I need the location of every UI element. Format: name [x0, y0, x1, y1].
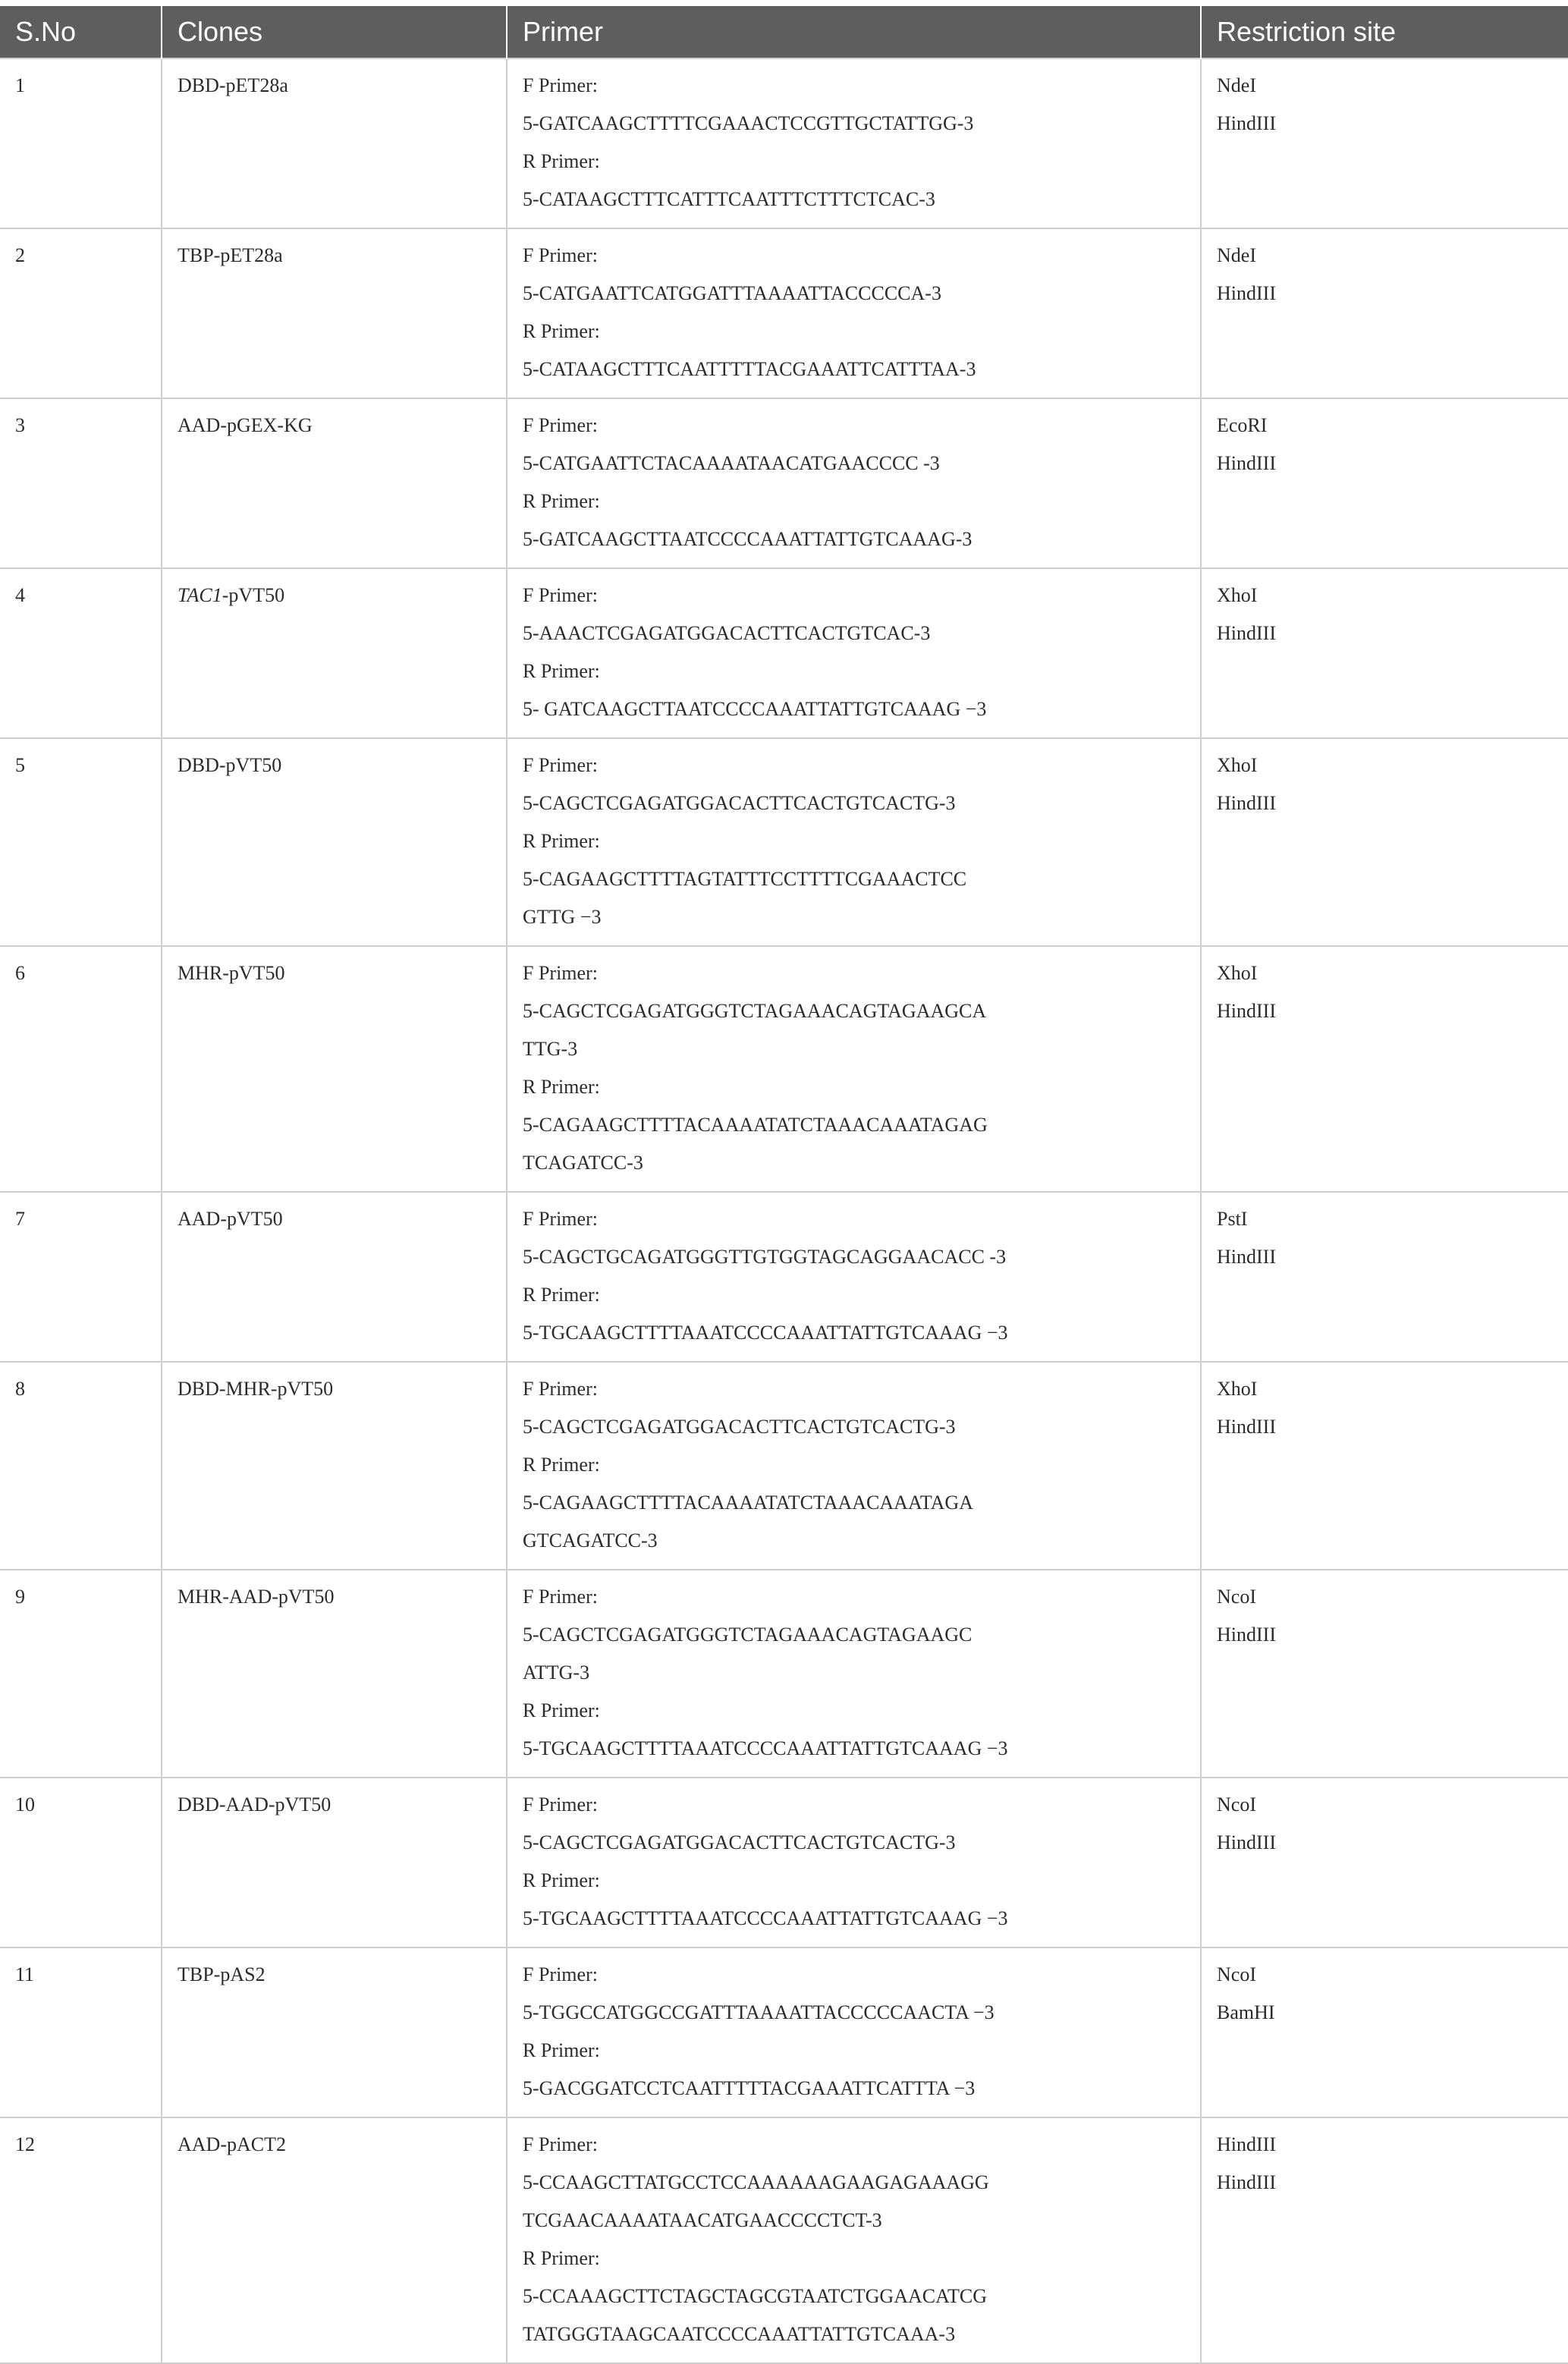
- restriction-site-name: HindIII: [1217, 622, 1276, 644]
- reverse-primer-label: R Primer:: [523, 2247, 600, 2269]
- table-row: [0, 946, 1568, 1192]
- reverse-primer-sequence: 5-TGCAAGCTTTTAAATCCCCAAATTATTGTCAAAG −3: [523, 1322, 1008, 1344]
- forward-primer-label: F Primer:: [523, 754, 598, 776]
- cell-clone: [162, 1570, 507, 1778]
- table-header: [0, 6, 1568, 58]
- cell-restriction-site: [1201, 946, 1568, 1192]
- cell-sno: [0, 946, 162, 1192]
- forward-primer-label: F Primer:: [523, 1208, 598, 1230]
- forward-primer-sequence: 5-CATGAATTCTACAAAATAACATGAACCCC -3: [523, 452, 940, 474]
- reverse-primer-label: R Primer:: [523, 1076, 600, 1098]
- reverse-primer-sequence: 5-CATAAGCTTTCATTTCAATTTCTTTCTCAC-3: [523, 188, 935, 210]
- clone-name: [178, 237, 491, 275]
- forward-primer-sequence: 5-CAGCTGCAGATGGGTTGTGGTAGCAGGAACACC -3: [523, 1246, 1007, 1268]
- reverse-primer-sequence: 5-CAGAAGCTTTTACAAAATATCTAAACAAATAGAG: [523, 1114, 988, 1136]
- forward-primer-sequence: TTG-3: [523, 1038, 578, 1060]
- forward-primer-label: F Primer:: [523, 1793, 598, 1815]
- forward-primer-sequence: 5-CAGCTCGAGATGGACACTTCACTGTCACTG-3: [523, 792, 956, 814]
- restriction-site-name: HindIII: [1217, 282, 1276, 304]
- header-sno: S.No: [0, 6, 162, 58]
- reverse-primer-sequence: 5-CAGAAGCTTTTAGTATTTCCTTTTCGAAACTCC: [523, 868, 967, 890]
- sno-text: 11: [15, 1963, 35, 1985]
- clone-vector: -pVT50: [222, 584, 285, 606]
- forward-primer-sequence: TCGAACAAAATAACATGAACCCCTCT-3: [523, 2209, 882, 2231]
- header-restriction-site: Restriction site: [1201, 6, 1568, 58]
- cell-sno: [0, 2117, 162, 2363]
- clone-vector: AAD-pGEX-KG: [178, 414, 313, 436]
- sno-text: 12: [15, 2133, 35, 2155]
- table-row: [0, 398, 1568, 568]
- cell-clone: [162, 1947, 507, 2117]
- forward-primer-label: F Primer:: [523, 414, 598, 436]
- sno-text: 3: [15, 414, 25, 436]
- cell-restriction-site: [1201, 1192, 1568, 1362]
- cell-sno: [0, 738, 162, 946]
- header-row: [0, 6, 1568, 58]
- header-clones: Clones: [162, 6, 507, 58]
- reverse-primer-sequence: GTTG −3: [523, 906, 602, 928]
- cell-primer: [507, 568, 1201, 738]
- table-row: [0, 568, 1568, 738]
- clone-name: [178, 1200, 491, 1238]
- cell-primer: [507, 58, 1201, 228]
- cell-restriction-site: [1201, 228, 1568, 398]
- sno-text: 8: [15, 1378, 25, 1400]
- clone-name: [178, 2126, 491, 2164]
- reverse-primer-sequence: GTCAGATCC-3: [523, 1529, 658, 1551]
- cell-sno: [0, 1362, 162, 1570]
- restriction-site-name: EcoRI: [1217, 414, 1268, 436]
- table-row: [0, 58, 1568, 228]
- clone-name: [178, 747, 491, 784]
- forward-primer-label: F Primer:: [523, 1378, 598, 1400]
- reverse-primer-sequence: 5-CATAAGCTTTCAATTTTTACGAAATTCATTTAA-3: [523, 358, 976, 380]
- forward-primer-sequence: 5-CAGCTCGAGATGGGTCTAGAAACAGTAGAAGC: [523, 1624, 973, 1646]
- restriction-site-name: PstI: [1217, 1208, 1248, 1230]
- cell-restriction-site: [1201, 738, 1568, 946]
- restriction-site-name: XhoI: [1217, 584, 1258, 606]
- forward-primer-label: F Primer:: [523, 2133, 598, 2155]
- reverse-primer-label: R Primer:: [523, 1699, 600, 1721]
- restriction-site-name: XhoI: [1217, 754, 1258, 776]
- restriction-site-name: XhoI: [1217, 962, 1258, 984]
- reverse-primer-sequence: TATGGGTAAGCAATCCCCAAATTATTGTCAAA-3: [523, 2323, 956, 2345]
- table-row: [0, 1362, 1568, 1570]
- cell-sno: [0, 228, 162, 398]
- forward-primer-label: F Primer:: [523, 244, 598, 266]
- cell-clone: [162, 1778, 507, 1947]
- cell-restriction-site: [1201, 1947, 1568, 2117]
- cell-primer: [507, 738, 1201, 946]
- table-row: [0, 1570, 1568, 1778]
- restriction-site-name: HindIII: [1217, 452, 1276, 474]
- reverse-primer-label: R Primer:: [523, 320, 600, 342]
- restriction-site-name: HindIII: [1217, 1000, 1276, 1022]
- sno-text: 1: [15, 74, 25, 96]
- forward-primer-sequence: 5-GATCAAGCTTTTCGAAACTCCGTTGCTATTGG-3: [523, 112, 974, 134]
- table-row: [0, 1192, 1568, 1362]
- clone-vector: AAD-pACT2: [178, 2133, 286, 2155]
- cell-primer: [507, 2117, 1201, 2363]
- header-primer: Primer: [507, 6, 1201, 58]
- clone-vector: MHR-AAD-pVT50: [178, 1586, 335, 1608]
- restriction-site-name: NdeI: [1217, 74, 1256, 96]
- clone-vector: AAD-pVT50: [178, 1208, 283, 1230]
- cell-sno: [0, 1778, 162, 1947]
- reverse-primer-label: R Primer:: [523, 490, 600, 512]
- table-row: [0, 1947, 1568, 2117]
- cell-sno: [0, 568, 162, 738]
- cell-clone: [162, 946, 507, 1192]
- reverse-primer-label: R Primer:: [523, 150, 600, 172]
- cell-clone: [162, 2117, 507, 2363]
- clone-name: [178, 1578, 491, 1616]
- restriction-site-name: HindIII: [1217, 792, 1276, 814]
- clone-name: [178, 67, 491, 105]
- cell-clone: [162, 568, 507, 738]
- clone-vector: TBP-pET28a: [178, 244, 283, 266]
- reverse-primer-sequence: 5-TGCAAGCTTTTAAATCCCCAAATTATTGTCAAAG −3: [523, 1907, 1008, 1929]
- cell-sno: [0, 1192, 162, 1362]
- reverse-primer-label: R Primer:: [523, 2039, 600, 2061]
- cell-primer: [507, 946, 1201, 1192]
- forward-primer-sequence: 5-CATGAATTCATGGATTTAAAATTACCCCCA-3: [523, 282, 941, 304]
- table-row: [0, 228, 1568, 398]
- cell-sno: [0, 398, 162, 568]
- restriction-site-name: HindIII: [1217, 112, 1276, 134]
- forward-primer-label: F Primer:: [523, 74, 598, 96]
- reverse-primer-sequence: 5-GATCAAGCTTAATCCCCAAATTATTGTCAAAG-3: [523, 528, 973, 550]
- cell-restriction-site: [1201, 398, 1568, 568]
- sno-text: 10: [15, 1793, 35, 1815]
- sno-text: 7: [15, 1208, 25, 1230]
- sno-text: 2: [15, 244, 25, 266]
- forward-primer-sequence: 5-CCAAGCTTATGCCTCCAAAAAAGAAGAGAAAGG: [523, 2171, 989, 2193]
- cell-restriction-site: [1201, 568, 1568, 738]
- forward-primer-sequence: 5-CAGCTCGAGATGGACACTTCACTGTCACTG-3: [523, 1831, 956, 1853]
- cell-sno: [0, 58, 162, 228]
- forward-primer-label: F Primer:: [523, 584, 598, 606]
- reverse-primer-sequence: 5- GATCAAGCTTAATCCCCAAATTATTGTCAAAG −3: [523, 698, 987, 720]
- cell-primer: [507, 398, 1201, 568]
- cell-clone: [162, 1192, 507, 1362]
- restriction-site-name: NcoI: [1217, 1586, 1256, 1608]
- cell-clone: [162, 1362, 507, 1570]
- restriction-site-name: HindIII: [1217, 1416, 1276, 1438]
- cell-restriction-site: [1201, 1570, 1568, 1778]
- reverse-primer-sequence: 5-TGCAAGCTTTTAAATCCCCAAATTATTGTCAAAG −3: [523, 1737, 1008, 1759]
- table-row: [0, 1778, 1568, 1947]
- table-row: [0, 2117, 1568, 2363]
- cell-clone: [162, 228, 507, 398]
- sno-text: 9: [15, 1586, 25, 1608]
- restriction-site-name: NdeI: [1217, 244, 1256, 266]
- reverse-primer-sequence: TCAGATCC-3: [523, 1152, 643, 1174]
- cell-clone: [162, 738, 507, 946]
- forward-primer-sequence: 5-CAGCTCGAGATGGACACTTCACTGTCACTG-3: [523, 1416, 956, 1438]
- restriction-site-name: NcoI: [1217, 1963, 1256, 1985]
- clone-vector: DBD-MHR-pVT50: [178, 1378, 334, 1400]
- clone-vector: TBP-pAS2: [178, 1963, 266, 1985]
- cell-clone: [162, 58, 507, 228]
- restriction-site-name: BamHI: [1217, 2001, 1275, 2023]
- cell-sno: [0, 1947, 162, 2117]
- cell-sno: [0, 1570, 162, 1778]
- cell-restriction-site: [1201, 58, 1568, 228]
- forward-primer-sequence: ATTG-3: [523, 1661, 590, 1683]
- cell-primer: [507, 1362, 1201, 1570]
- restriction-site-name: XhoI: [1217, 1378, 1258, 1400]
- cell-primer: [507, 1947, 1201, 2117]
- clone-name: [178, 1370, 491, 1408]
- cell-primer: [507, 1570, 1201, 1778]
- restriction-site-name: HindIII: [1217, 1831, 1276, 1853]
- forward-primer-sequence: 5-AAACTCGAGATGGACACTTCACTGTCAC-3: [523, 622, 931, 644]
- cell-primer: [507, 1192, 1201, 1362]
- sno-text: 6: [15, 962, 25, 984]
- forward-primer-sequence: 5-TGGCCATGGCCGATTTAAAATTACCCCCAACTA −3: [523, 2001, 995, 2023]
- cell-restriction-site: [1201, 2117, 1568, 2363]
- cell-primer: [507, 1778, 1201, 1947]
- clone-vector: DBD-pET28a: [178, 74, 288, 96]
- sno-text: 4: [15, 584, 25, 606]
- reverse-primer-label: R Primer:: [523, 1284, 600, 1306]
- sno-text: 5: [15, 754, 25, 776]
- cell-restriction-site: [1201, 1778, 1568, 1947]
- cell-primer: [507, 228, 1201, 398]
- reverse-primer-sequence: 5-CAGAAGCTTTTACAAAATATCTAAACAAATAGA: [523, 1492, 973, 1514]
- forward-primer-sequence: 5-CAGCTCGAGATGGGTCTAGAAACAGTAGAAGCA: [523, 1000, 987, 1022]
- forward-primer-label: F Primer:: [523, 1963, 598, 1985]
- table-body: [0, 58, 1568, 2363]
- clone-name: [178, 1956, 491, 1994]
- cell-clone: [162, 398, 507, 568]
- reverse-primer-label: R Primer:: [523, 830, 600, 852]
- forward-primer-label: F Primer:: [523, 962, 598, 984]
- clone-vector: DBD-AAD-pVT50: [178, 1793, 332, 1815]
- clone-name: [178, 954, 491, 992]
- restriction-site-name: NcoI: [1217, 1793, 1256, 1815]
- clone-name: [178, 577, 491, 615]
- restriction-site-name: HindIII: [1217, 2171, 1276, 2193]
- primer-table: [0, 6, 1568, 2364]
- cell-restriction-site: [1201, 1362, 1568, 1570]
- restriction-site-name: HindIII: [1217, 2133, 1276, 2155]
- primer-table-container: [0, 6, 1568, 2364]
- clone-name: [178, 1786, 491, 1824]
- clone-name: [178, 407, 491, 445]
- restriction-site-name: HindIII: [1217, 1624, 1276, 1646]
- restriction-site-name: HindIII: [1217, 1246, 1276, 1268]
- table-row: [0, 738, 1568, 946]
- reverse-primer-label: R Primer:: [523, 1869, 600, 1891]
- reverse-primer-sequence: 5-GACGGATCCTCAATTTTTACGAAATTCATTTA −3: [523, 2077, 976, 2099]
- reverse-primer-label: R Primer:: [523, 1454, 600, 1476]
- clone-vector: MHR-pVT50: [178, 962, 285, 984]
- forward-primer-label: F Primer:: [523, 1586, 598, 1608]
- reverse-primer-sequence: 5-CCAAAGCTTCTAGCTAGCGTAATCTGGAACATCG: [523, 2285, 987, 2307]
- reverse-primer-label: R Primer:: [523, 660, 600, 682]
- clone-gene-italic: TAC1: [178, 584, 222, 606]
- clone-vector: DBD-pVT50: [178, 754, 282, 776]
